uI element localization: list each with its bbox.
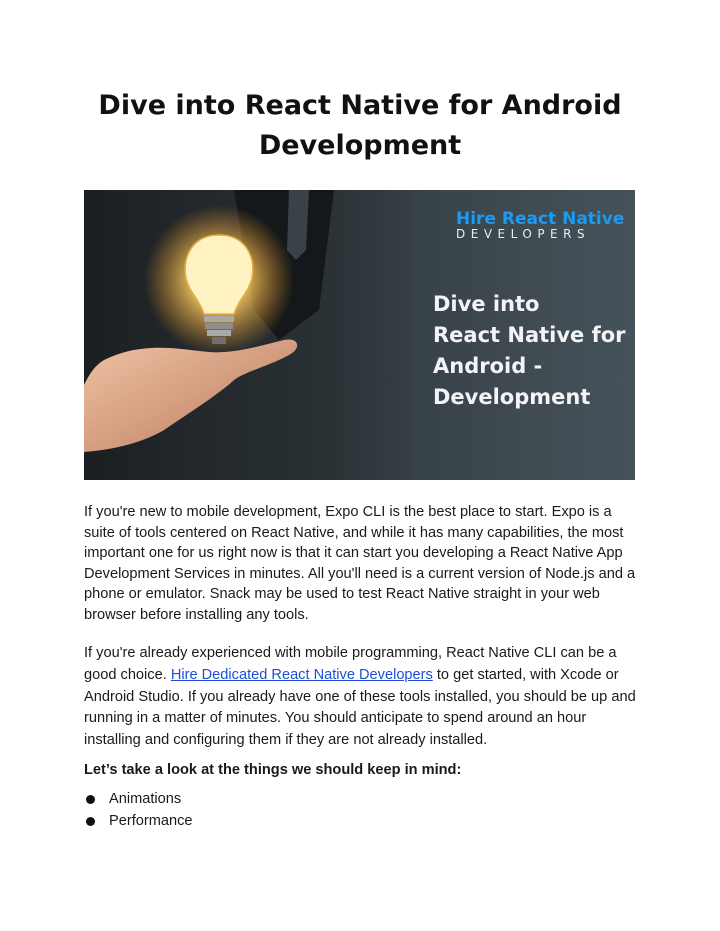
list-item xyxy=(84,811,193,833)
title-line-1: Dive into React Native for Android xyxy=(98,90,622,121)
paragraph-2-text-after: to get started, with Xcode or Android Studio. If you already have one of these tools installed, you should be up and running in a matter of minutes. You should anticipate to spend around an hour installing and configuring them if they are not already installed. xyxy=(84,666,636,749)
list-item xyxy=(84,789,193,811)
hero-illustration xyxy=(84,190,635,480)
bulb-base xyxy=(204,316,234,322)
tie-shape xyxy=(287,190,309,260)
document-title xyxy=(60,86,660,166)
list-item-label: Animations xyxy=(109,791,182,807)
paragraph-expo-cli: If you're new to mobile development, Expo CLI is the best place to start. Expo is a suite of tools centered on React Native, and while it has many capabilities, the most important one for us right now is that it can start you developing a React Native App Development Services in minutes. All you'll need is a current version of Node.js and a phone or emulator. Snack may be used to test React Native straight in your web browser before installing any tools. xyxy=(84,504,636,623)
hero-banner-image xyxy=(84,190,635,480)
title-line-2: Development xyxy=(258,130,462,161)
paragraph-2-text-before: If you're already experienced with mobile programming, React Native CLI can be a good choice. xyxy=(84,645,617,683)
bullet-icon xyxy=(86,817,95,826)
keep-in-mind-list xyxy=(84,789,193,832)
list-item-label: Performance xyxy=(109,812,193,829)
bullet-icon xyxy=(86,795,95,804)
hero-headline-line-3: Android - xyxy=(433,354,543,378)
hero-headline-line-1: Dive into xyxy=(433,292,540,316)
hire-developers-link[interactable]: Hire Dedicated React Native Developers xyxy=(170,666,433,683)
hero-headline-line-2: React Native for xyxy=(433,323,626,347)
brand-tagline: DEVELOPERS xyxy=(456,227,591,241)
hero-headline-line-4: Development xyxy=(433,385,591,409)
section-subheading: Let’s take a look at the things we should keep in mind: xyxy=(84,762,462,778)
paragraph-react-native-cli xyxy=(84,643,640,752)
brand-name: Hire React Native xyxy=(456,209,625,229)
